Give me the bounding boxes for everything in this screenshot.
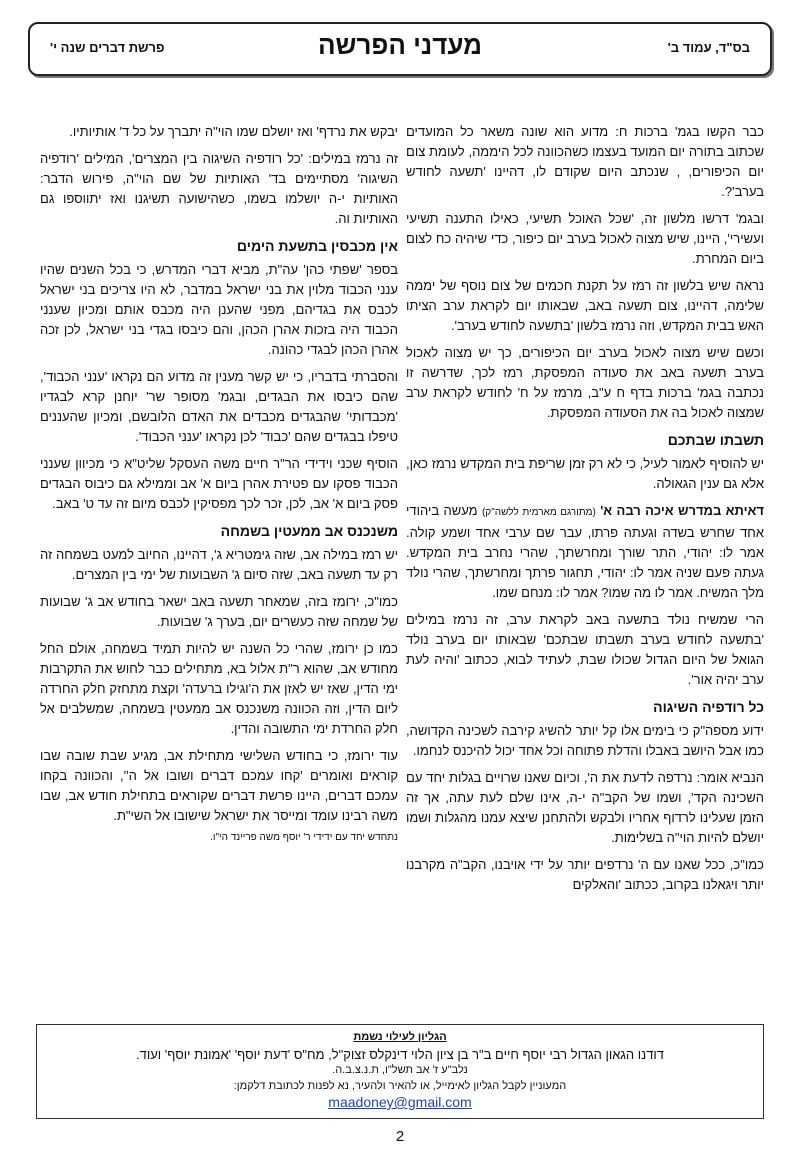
section-heading: כל רודפיה השיגוה [653,699,764,715]
header-title: מעדני הפרשה [317,30,483,60]
section-heading: תשבתו שבתכם [667,432,764,448]
page-header [28,22,772,76]
paragraph: כמו"כ, ירומז בזה, שמאחר תשעה באב ישאר בחודש אב ג' שבועות של שמחה שזה כעשרים יום, בערך ג' שבועות. [40,594,398,629]
paragraph: נראה שיש בלשון זה רמז על תקנת חכמים של צום נוסף של יממה שלימה, דהיינו, צום תשעה באב, שבאותו יום לקראת ערב הציתו האש בבית המקדש, וזה נרמז בלשון 'בתשעה לחודש בערב'. [406,278,764,333]
midrash-lead: דאיתא במדרש איכה רבה א' [600,503,764,518]
translation-note: (מתורגם מארמית ללשה"ק) [481,507,596,518]
left-column [40,122,398,1020]
footer-title: הגליון לעילוי נשמת [353,1031,447,1043]
footer-date: נלב"ע ז' אב תשל"ו, ת.נ.צ.ב.ה. [332,1064,468,1076]
paragraph: הוסיף שכני וידידי הר"ר חיים משה העסקל שליט"א כי מכיוון שענני הכבוד פסקו עם פטירת אהרן ביום א' אב וממילא גם כיבוס הבגדים פסק ביום א' אב, לכן, זכר לכך מפסיקין לכבס מיום זה עד ט' באב. [40,456,398,511]
page-number: 2 [395,1128,405,1145]
footer-contact-note: המעוניין לקבל הגליון לאימייל, או להאיר ולהעיר, נא לפנות לכתובת דלקמן: [233,1080,567,1092]
paragraph: בספר 'שפתי כהן' עה"ת, מביא דברי המדרש, כי בכל השנים שהיו ענני הכבוד מלוין את בני ישראל במדבר, לא היו צריכים בני ישראל לכבס את בגדיהם, מפני שהענן היה מכבס אותם ומכיון שענני הכבוד היה בזכות אהרן הכהן, והם כיבסו בגדי בני ישראל, לכן זכה אהרן הכהן לבגדי כהונה. [40,262,398,357]
credit-note: נתחדש יחד עם ידידי ר' יוסף משה פריינד הי"ו. [210,832,398,843]
paragraph: כבר הקשו בגמ' ברכות ח: מדוע הוא שונה משאר כל המועדים שכתוב בתורה יום המועד בעצמו כשהכוונה לכל היממה, לעומת צום יום הכיפורים, , שנכתב היום שקודם לו, דהיינו 'תשעה לחודש בערב'?. [406,124,764,199]
footer-dedication: דודנו הגאון הגדול רבי יוסף חיים ב"ר בן ציון הלוי דינקלס זצוק"ל, מח"ס 'דעת יוסף' 'אמונת יוסף' ועוד. [136,1047,664,1062]
paragraph: כמו"כ, ככל שאנו עם ה' נרדפים יותר על ידי אויבנו, הקב"ה מקרבנו יותר ויגאלנו בקרוב, ככתוב 'והאלקים [406,857,764,892]
paragraph: כמו כן ירומז, שהרי כל השנה יש להיות תמיד בשמחה, אולם החל מחודש אב, שהוא ר"ת אלול בא, מתחילים כבר לחוש את התקרבות ימי הדין, שאז יש לאזן את ה'וגילו ברעדה' וקצת מתחזק חלק החרדה ליום הדין, וזה הכוונה משנכנס אב ממעטין בשמחה, שמשלבים אל חלק החרדת ימי התשובה והדין. [40,641,398,736]
memorial-footer-box [36,1024,764,1119]
paragraph: עוד ירומז, כי בחודש השלישי מתחילת אב, מגיע שבת שובה שבו קוראים ואומרים 'קחו עמכם דברים ושובו אל ה'', והכוונה בקחו עמכם דברים, היינו פרשת דברים שקוראים בתחילת חודש אב, שבו משה רבינו עומד ומייסר את ישראל שישובו אל השי"ת. [40,748,398,823]
section-heading: משנכנס אב ממעטין בשמחה [220,523,398,539]
contact-email-link[interactable]: maadoney@gmail.com [328,1094,472,1110]
paragraph: ובגמ' דרשו מלשון זה, 'שכל האוכל תשיעי, כאילו התענה תשיעי ועשירי', היינו, שיש מצוה לאכול בערב יום כיפור, כדי שיהיה כח לצום ביום המחרת. [406,211,764,266]
paragraph: הנביא אומר: נרדפה לדעת את ה', וכיום שאנו שרויים בגלות יחד עם השכינה הקד', ושמו של הקב"ה י-ה, אינו שלם לעת עתה, אך זה הזמן שעלינו לרדוף אחריו ולבקש ולהתחנן שיצא עמנו מהגלות ושמו יושלם להיות הוי"ה בשלימות. [406,770,764,845]
section-heading: אין מכבסין בתשעת הימים [236,238,398,254]
paragraph: יש להוסיף לאמור לעיל, כי לא רק זמן שריפת בית המקדש נרמז כאן, אלא גם ענין הגאולה. [406,456,764,491]
paragraph: והסברתי בדבריו, כי יש קשר מענין זה מדוע הם נקראו 'ענני הכבוד', שהם כיבסו את הבגדים, ובגמ' מסופר שר' יוחנן קרא לבגדיו 'מכבדותי' שהבגדים מכבדים את האדם הלובשם, ומכיון שהעננים טיפלו בבגדים שהם 'כבוד' לכן נקראו 'ענני הכבוד'. [40,369,398,444]
paragraph: וכשם שיש מצוה לאכול בערב יום הכיפורים, כך יש מצוה לאכול בערב תשעה באב את סעודה המפסקת, רמז לכך, שדרשה זו נכתבה בגמ' ברכות בדף ח ע"ב, מרמז על ח' לחודש לקראת ערב שמצוה לאכול בה את הסעודה המפסקת. [406,345,764,420]
header-parsha-label: פרשת דברים שנה י' [50,40,165,55]
paragraph: יש רמז במילה אב, שזה גימטריא ג', דהיינו, החיוב למעט בשמחה זה רק עד תשעה באב, שזה סיום ג' השבועות של ימי בין המצרים. [40,547,398,582]
paragraph: זה נרמז במילים: 'כל רודפיה השיגוה בין המצרים', המילים 'רודפיה השיגוה' מסתיימים בד' האותיות של שם הוי"ה, פירוש הדבר: האותיות י-ה יושלמו בשמו, כשהישועה תשיגנו ואז יתווספו גם האותיות וה. [40,151,398,226]
paragraph: ידוע מספה"ק כי בימים אלו קל יותר להשיג קירבה לשכינה הקדושה, כמו אבל היושב באבלו והדלת פתוחה וכל אחד יכול להיכנס לנחמו. [406,723,764,758]
right-column [406,122,764,1020]
paragraph: יבקש את נרדף' ואז יושלם שמו הוי"ה יתברך על כל ד' אותיותיו. [69,124,398,139]
header-page-label: בס"ד, עמוד ב' [667,40,750,55]
paragraph: הרי שמשיח נולד בתשעה באב לקראת ערב, זה נרמז במילים 'בתשעה לחודש בערב תשבתו שבתכם' שבאותו יום בערב נולד הגואל של היום הגדול שכולו שבת, לעתיד לבוא, ככתוב 'והיה לעת ערב יהיה אור'. [406,612,764,687]
paragraph [406,501,764,603]
midrash-text: מעשה ביהודי אחד שחרש בשדה וגעתה פרתו, עבר שם ערבי אחד ושמע קולה. אמר לו: יהודי, התר שורך ומחרשתך, שהרי נחרב בית המקדש. געתה פעם שניה אמר לו: יהודי, תחגור פרתך ומחרשתך, שהרי נולד מלך המשיח. אמר לו מה שמו? אמר לו: מנחם שמו. [406,503,764,600]
